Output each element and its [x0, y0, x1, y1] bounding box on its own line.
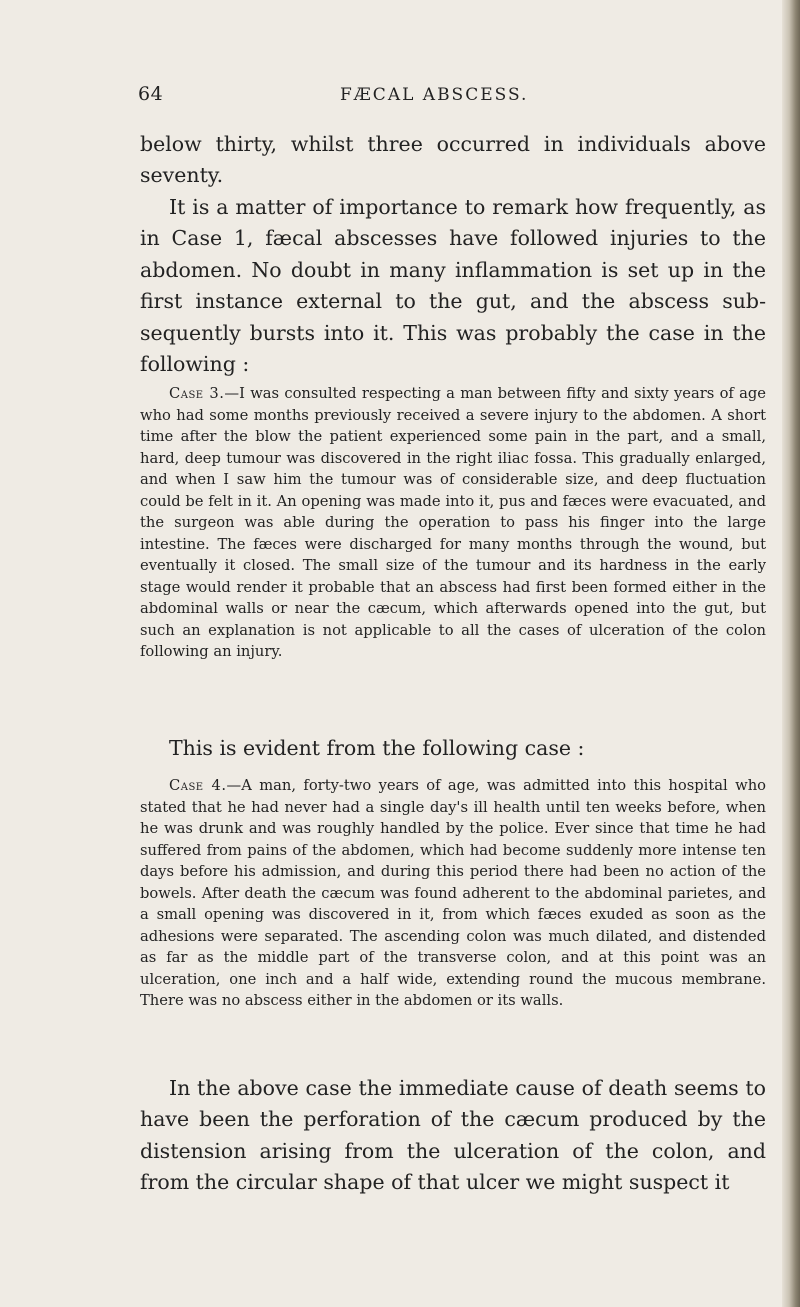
- paragraph-injuries: It is a matter of importance to remark how frequently, as in Case 1, fæcal abscesses have followed injuries to the abdomen. No doubt in many inflammation is set up in the first instance external to the gut, and the abscess subsequently bursts into it. This was probably the case in the following :: [140, 195, 766, 377]
- case-4-label: Case 4.: [169, 777, 227, 794]
- running-head: FÆCAL ABSCESS.: [340, 85, 529, 105]
- page-header: [0, 83, 780, 113]
- paragraph-continuation: below thirty, whilst three occurred in individuals above seventy.: [140, 132, 766, 188]
- paragraph-evident: This is evident from the following case :: [169, 736, 585, 760]
- paragraph-immediate-cause: In the above case the immediate cause of death seems to have been the perforation of the cæcum produced by the distension arising from the ulceration of the colon, and from the circular shape of that ulcer we might suspect it: [140, 1076, 766, 1195]
- case-3-text: —I was consulted respecting a man between fifty and sixty years of age who had some months previously received a severe injury to the abdomen. A short time after the blow the patient experienced some pain in the part, and a small, hard, deep tumour was discovered in the right iliac fossa. This gradually enlarged, and when I saw him the tumour was of considerable size, and deep fluctuation could be felt in it. An opening was made into it, pus and fæces were evacuated, and the surgeon was able during the operation to pass his finger into the large intestine. The fæces were discharged for many months through the wound, but eventually it closed. The small size of the tumour and its hardness in the early stage would render it probable that an abscess had first been formed either in the abdominal walls or near the cæcum, which afterwards opened into the gut, but such an explanation is not applicable to all the cases of ulceration of the colon following an injury.: [140, 385, 766, 660]
- case-3-paragraph: [140, 383, 766, 663]
- case-3-label: Case 3.: [169, 385, 225, 402]
- case-4-paragraph: [140, 775, 766, 1012]
- page-binding-edge: [782, 0, 800, 1307]
- page-number: 64: [138, 83, 164, 105]
- case-4-text: —A man, forty-two years of age, was admitted into this hospital who stated that he had never had a single day's ill health until ten weeks before, when he was drunk and was roughly handled by the police. Ever since that time he had suffered from pains of the abdomen, which had become suddenly more intense ten days before his admission, and during this period there had been no action of the bowels. After death the cæcum was found adherent to the abdominal parietes, and a small opening was discovered in it, from which fæces exuded as soon as the adhesions were separated. The ascending colon was much dilated, and distended as far as the middle part of the transverse colon, and at this point was an ulceration, one inch and a half wide, extending round the mucous membrane. There was no abscess either in the abdomen or its walls.: [140, 777, 766, 1009]
